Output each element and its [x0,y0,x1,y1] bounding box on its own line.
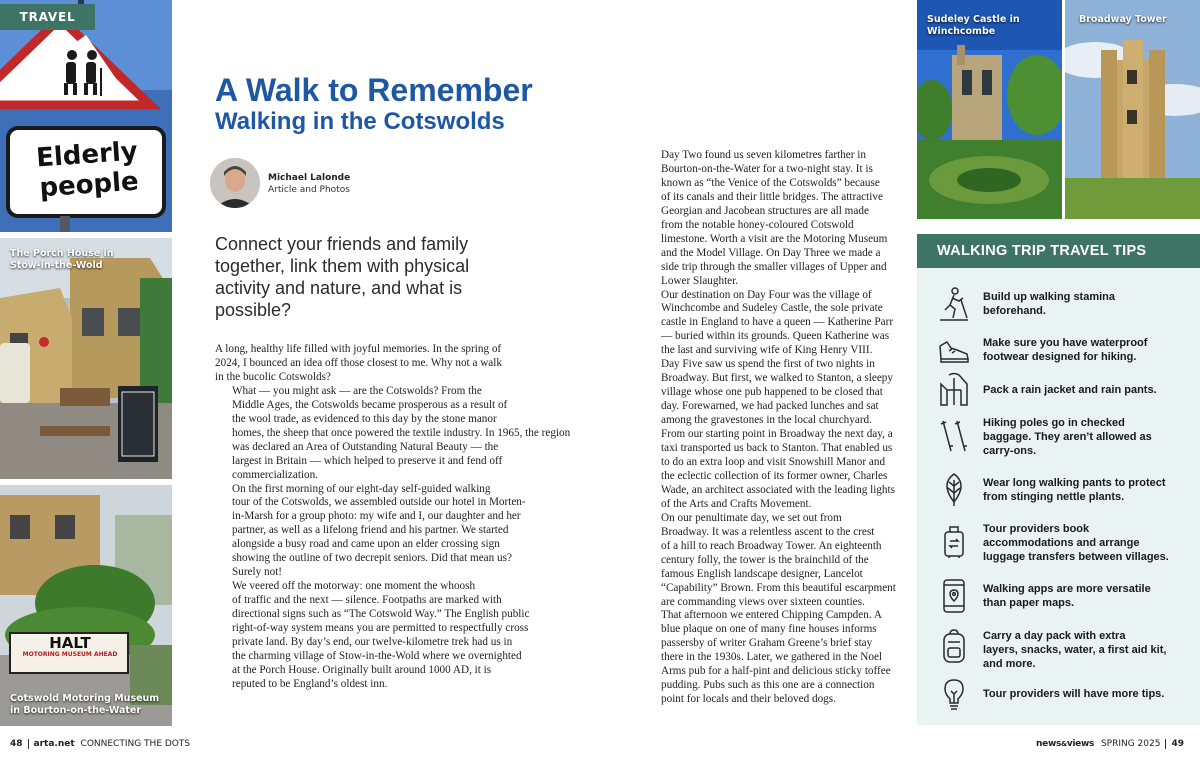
body-line: What — you might ask — are the Cotswolds? From the [232,384,482,397]
body-paragraph [644,149,896,289]
body-paragraph [215,483,535,581]
body-line: in-Marsh for a group photo: my wife and I, our daughter and her [232,510,521,523]
body-line: century folly, the tower is the brainchild of the [661,553,869,566]
body-line: and the Model Village. On Day Three we made a [661,246,881,259]
tip-text: Tour providers book accommodations and arrange luggage transfers between villages. [983,523,1169,563]
body-line: limestone. Worth a visit are the Motoring Museum [661,232,888,245]
avatar [210,158,260,208]
leaf-icon [937,472,971,508]
body-line: of its canals and their little bridges. The attractive [661,190,883,203]
body-paragraph [644,358,896,511]
body-line: “Capability” Brown. From this beautiful escarpment [661,581,896,594]
body-line: From our starting point in Broadway the next day, a [661,428,893,441]
body-line: day. Forewarned, we had packed lunches and sat [661,400,879,413]
footer-right [1036,738,1184,750]
body-line: the charming village of Stow-in-the-Wold where we overnighted [232,649,522,662]
body-line: at the Porch House. Originally built around 1000 AD, it is [232,663,492,676]
page-subtitle: Walking in the Cotswolds [215,108,505,135]
body-line: A long, healthy life filled with joyful memories. In the spring of [215,343,502,355]
tip-text: Make sure you have waterproof footwear designed for hiking. [983,337,1148,363]
body-line: 2024, I bounced an idea off those closest to me. Why not a walk [215,356,502,369]
porch-house-photo [0,238,172,479]
elderly-people-sign-photo [0,0,172,232]
body-line: side trip through the smaller villages of Upper and [661,260,887,273]
body-line: taxi transported us back to Stanton. That enabled us [661,442,893,455]
body-line: from the notable honey-coloured Cotswold [661,218,854,231]
travel-tips-box [917,234,1200,725]
body-line: the last and surviving wife of King Henry VIII. [661,344,873,357]
tip-text: Wear long walking pants to protect from stinging nettle plants. [983,477,1166,503]
hiker-icon [937,286,971,322]
tip-text: Hiking poles go in checked baggage. They aren’t allowed as carry-ons. [983,417,1152,457]
lede-paragraph: Connect your friends and family together, link them with physical activity and nature, and what is possible? [215,234,470,320]
tip-text: Pack a rain jacket and rain pants. [983,384,1157,396]
body-line: of traffic and the next — silence. Footpaths are marked with [232,594,502,607]
author-role: Article and Photos [268,185,350,195]
body-line: — buried within its grounds. Queen Katherine was [661,330,890,343]
body-line: in the bucolic Cotswolds? [215,370,331,383]
body-line: Arms pub for a half-pint and delicious sticky toffee [661,665,891,678]
issue-label: SPRING 2025 [1100,739,1161,749]
body-line: are commanding views over sixteen counties. [661,595,865,608]
brand-logo: news&views [1036,739,1095,749]
body-line: showing the outline of two decrepit seniors. Did that mean us? [232,552,512,565]
body-line: famous English landscape designer, Lancelot [661,567,863,580]
broadway-tower-photo [1065,0,1200,219]
footer-left [10,738,190,750]
motoring-museum-caption: Cotswold Motoring Museum in Bourton-on-the-Water [10,693,160,716]
tips-heading: WALKING TRIP TRAVEL TIPS [917,234,1200,268]
phone-map-icon [937,578,971,614]
body-line: blue plaque on one of many fine houses informs [661,623,877,636]
body-line: known as “the Venice of the Cotswolds” because [661,176,880,189]
body-line: among the gravestones in the local churchyard. [661,414,872,427]
author-name: Michael Lalonde [268,173,351,183]
sudeley-castle-photo [917,0,1062,219]
body-line: That afternoon we entered Chipping Campden. A [661,609,882,622]
body-line: Our destination on Day Four was the village of [661,288,872,301]
tip-text: Build up walking stamina beforehand. [983,291,1116,317]
body-line: reputed to be England’s oldest inn. [232,677,388,690]
body-line: alongside a busy road and came upon an elder crossing sign [232,538,500,551]
body-line: On the first morning of our eight-day self-guided walking [232,482,491,495]
body-line: homes, the sheep that once powered the textile industry. In 1965, the region [232,426,571,439]
body-line: Lower Slaughter. [661,274,739,287]
page-title: A Walk to Remember [215,72,533,108]
backpack-icon [937,628,971,664]
body-paragraph [215,343,535,385]
body-column-left [215,343,571,692]
broadway-tower-caption: Broadway Tower [1079,14,1167,25]
body-column-middle [644,149,896,707]
body-line: On our penultimate day, we set out from [661,511,842,524]
body-paragraph [215,384,571,483]
body-line: Middle Ages, the Cotswolds became prosperous as a result of [232,398,508,411]
body-line: We veered off the motorway: one moment the whoosh [232,580,476,593]
body-paragraph [644,512,896,707]
site-link[interactable]: arta.net [33,739,75,749]
lightbulb-icon [937,676,971,712]
motoring-museum-photo [0,485,172,726]
body-line: Winchcombe and Sudeley Castle, the sole private [661,302,883,315]
body-line: of a hill to reach Broadway Tower. An eighteenth [661,539,882,552]
body-line: the wool trade, as evidenced to this day by the stone manor [232,412,497,425]
body-line: the eclectic collection of its former owner, Charles [661,469,888,482]
body-line: directional signs such as “The Cotswold Way.” The English public [232,608,530,621]
body-line: largest in Britain — which helped to preserve it and fend off [232,454,503,467]
tip-text: Walking apps are more versatile than paper maps. [983,583,1151,609]
body-line: commercialization. [232,468,319,481]
body-line: Surely not! [232,566,283,579]
headline-block [215,72,615,136]
sign-text: Elderly people [35,136,140,204]
hiking-poles-icon [937,418,971,454]
porch-house-caption: The Porch House in Stow-in-the-Wold [10,248,114,271]
footer-tagline: CONNECTING THE DOTS [80,739,191,749]
body-paragraph [215,580,535,692]
body-line: Broadway. But first, we walked to Stanton, a sleepy [661,372,893,385]
shoe-icon [937,332,971,368]
body-line: castle in England to have a queen — Katherine Parr [661,316,894,329]
sudeley-castle-caption: Sudeley Castle in Winchcombe [927,14,1020,37]
body-line: there in the 1930s. Later, we gathered in the Noel [661,651,883,664]
body-line: point for locals and their beloved dogs. [661,693,836,706]
page-number-right: 49 [1171,739,1184,749]
body-line: of the Arts and Crafts Movement. [661,497,812,510]
author-byline [210,158,510,210]
body-line: passersby of writer Graham Greene’s brief stay [661,637,873,650]
body-line: Wade, an architect associated with the leading lights [661,483,895,496]
body-line: Day Five saw us spend the first of two nights in [661,358,875,371]
body-line: was declared an Area of Outstanding Natural Beauty — the [232,440,499,453]
luggage-icon [937,524,971,560]
body-paragraph [644,289,896,359]
raincoat-icon [937,372,971,408]
body-line: Bourton-on-the-Water for a two-night stay. It is [661,162,873,175]
page-number-left: 48 [10,739,23,749]
body-line: private land. By day’s end, our twelve-kilometre trek had us in [232,636,513,649]
body-line: right-of-way system means you are permitted to respectfully cross [232,622,529,635]
tip-text: Tour providers will have more tips. [983,688,1165,700]
body-line: Day Two found us seven kilometres farther in [661,149,866,161]
body-line: partner, as well as a lifelong friend and his partner. We started [232,524,509,537]
halt-sign-text: HALT MOTORING MUSEUM AHEAD [22,634,118,658]
tip-text: Carry a day pack with extra layers, snacks, water, a first aid kit, and more. [983,630,1167,670]
body-line: Broadway. It was a relentless ascent to the crest [661,525,875,538]
body-line: village whose one pub happened to be closed that [661,386,883,399]
section-tag: TRAVEL [0,4,95,30]
body-line: tour of the Cotswolds, we assembled outside our hotel in Morten- [232,496,526,509]
body-line: Georgian and Jacobean structures are all made [661,204,869,217]
body-line: to do an extra loop and visit Snowshill Manor and [661,455,886,468]
body-line: pudding. Pubs such as this one are a connection [661,679,875,692]
